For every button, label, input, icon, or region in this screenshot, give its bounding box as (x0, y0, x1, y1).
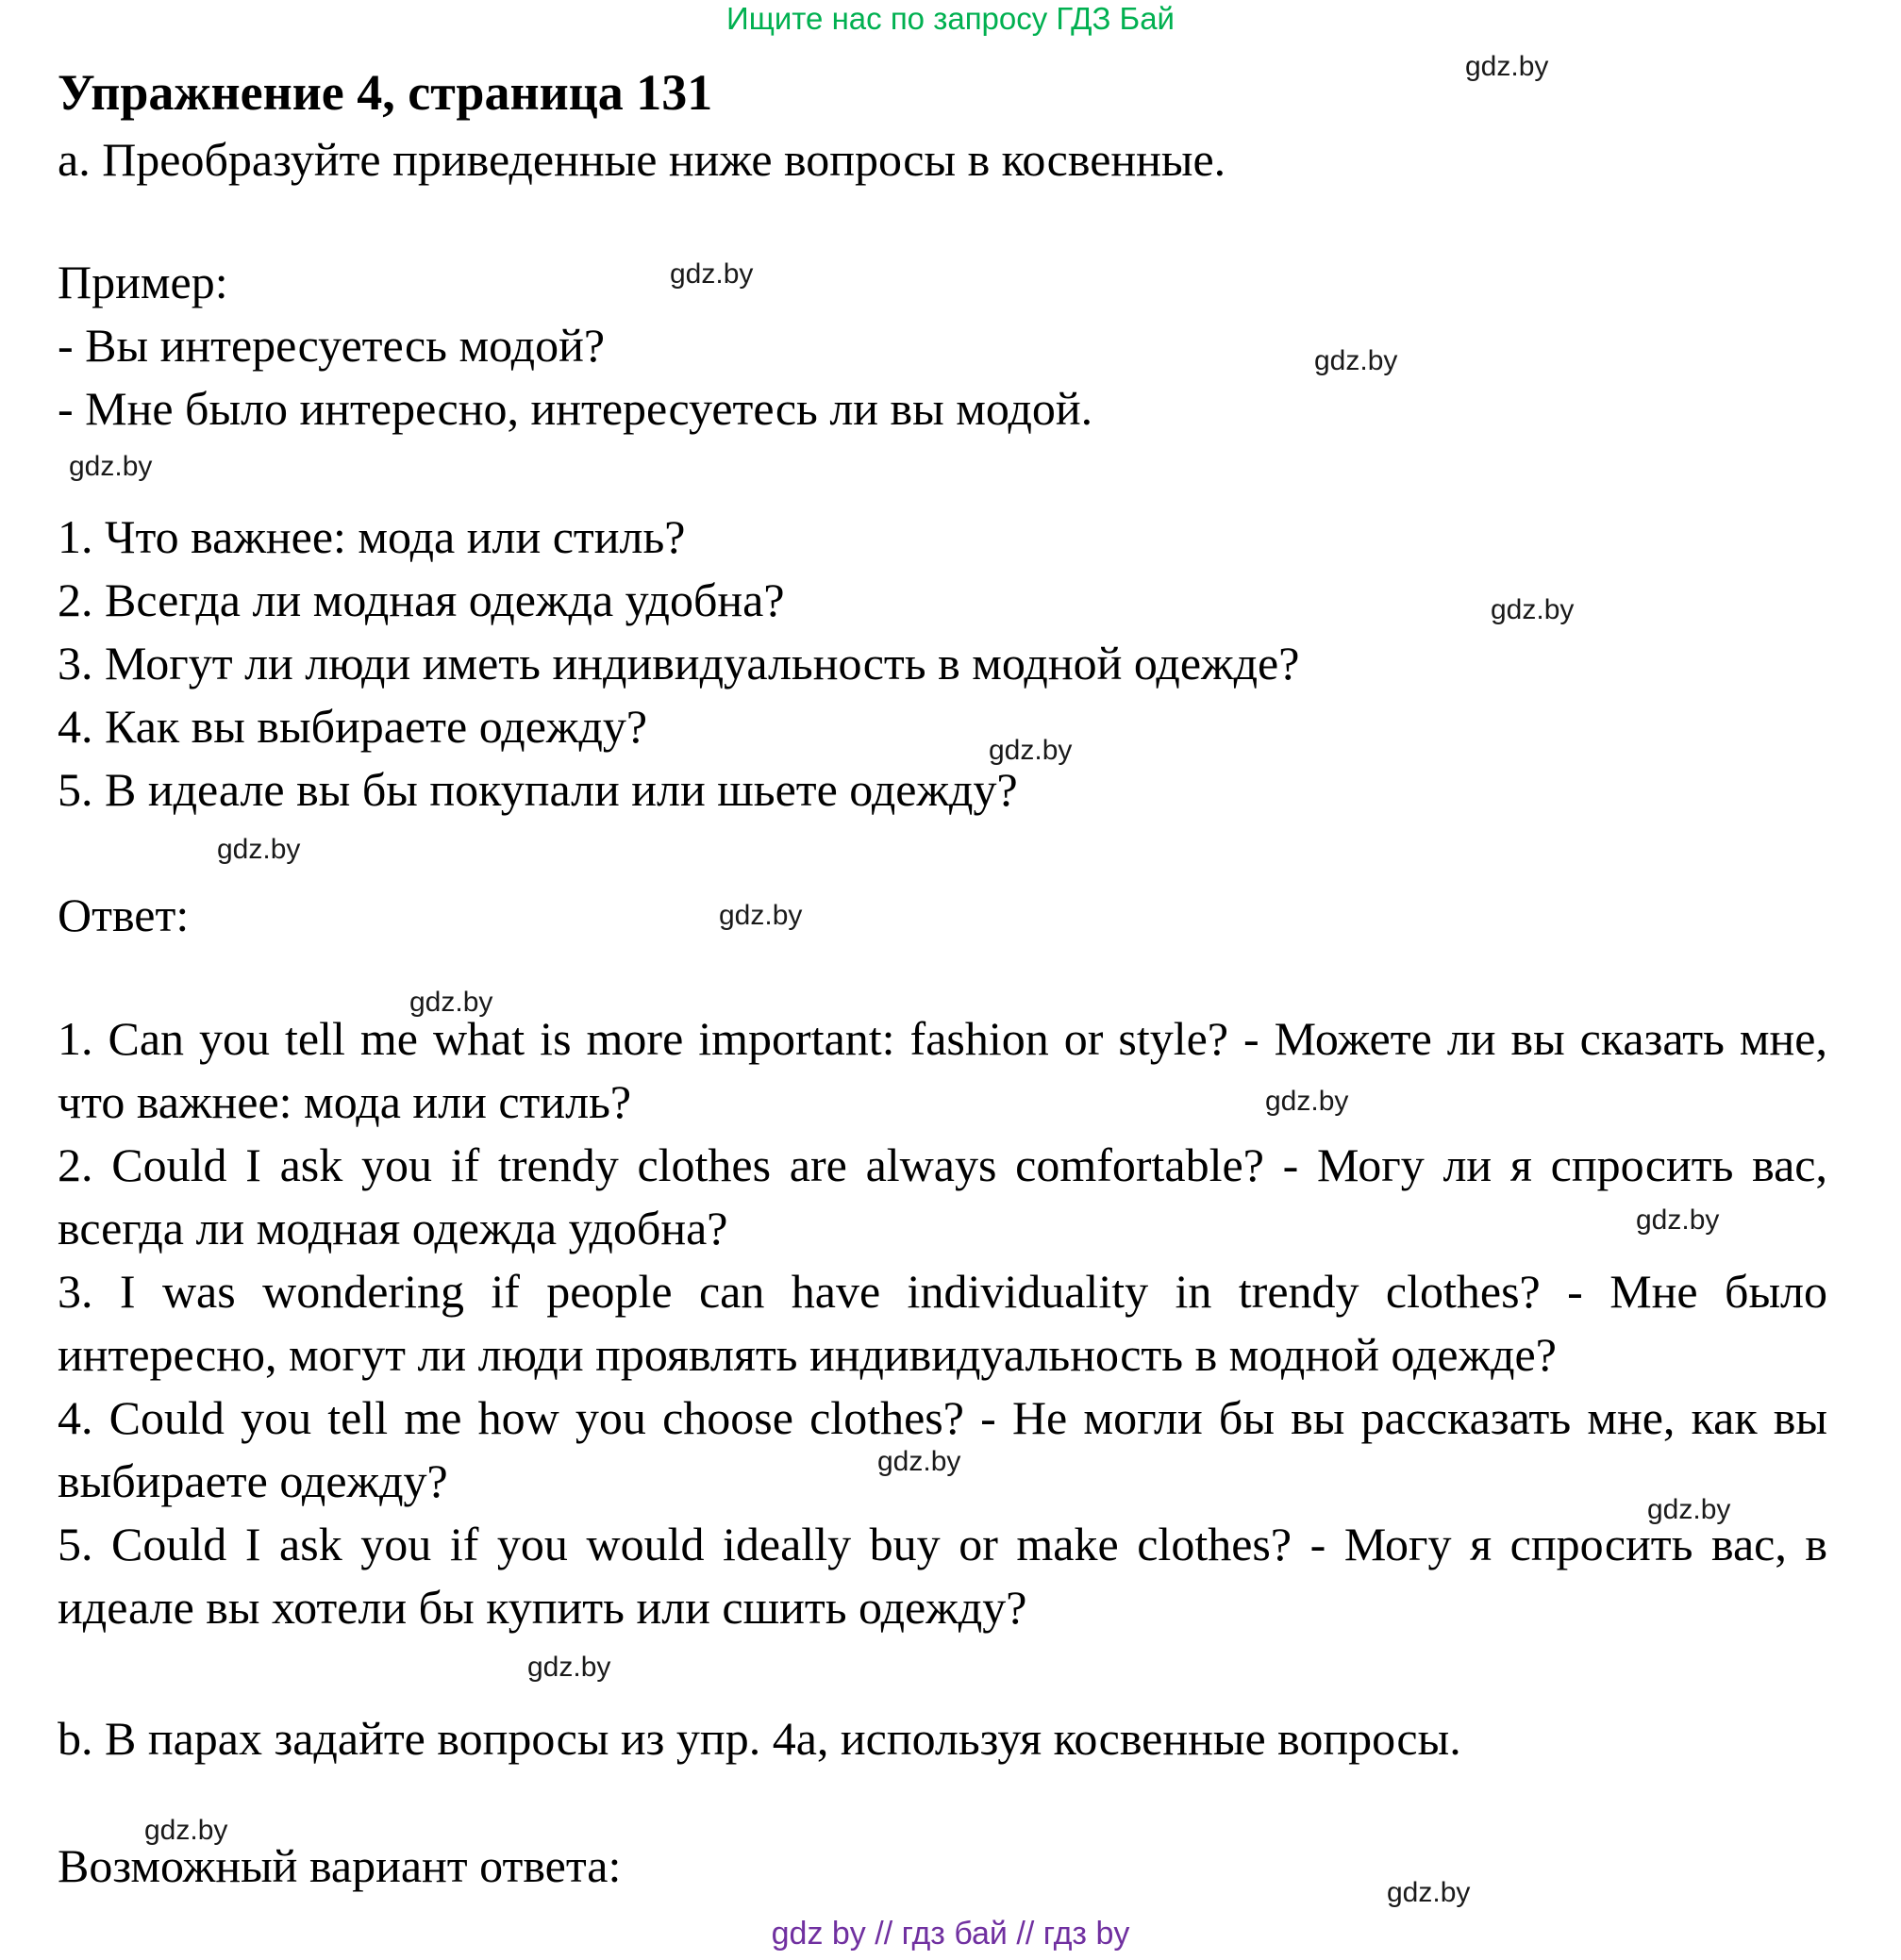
watermark: gdz.by (69, 451, 153, 482)
watermark: gdz.by (1636, 1204, 1720, 1236)
question-item: 4. Как вы выбираете одежду? (58, 700, 648, 753)
possible-answer-label: Возможный вариант ответа: (58, 1839, 622, 1892)
answer-item: 2. Could I ask you if trendy clothes are always comfortable? - Могу ли я спросить вас, всегда ли модная одежда удобна? (58, 1138, 1827, 1254)
watermark: gdz.by (1491, 594, 1575, 625)
question-item: 3. Могут ли люди иметь индивидуальность в модной одежде? (58, 637, 1300, 689)
watermark: gdz.by (1647, 1494, 1731, 1525)
answer-item: 3. I was wondering if people can have individuality in trendy clothes? - Мне было интересно, могут ли люди проявлять индивидуальность в модной одежде? (58, 1265, 1827, 1381)
watermark: gdz.by (527, 1652, 611, 1683)
question-item: 1. Что важнее: мода или стиль? (58, 510, 686, 563)
answer-label: Ответ: (58, 889, 190, 941)
answers-block (58, 1007, 1827, 1639)
watermark: gdz.by (1265, 1086, 1349, 1117)
watermark: gdz.by (1387, 1877, 1471, 1908)
watermark: gdz.by (217, 834, 301, 865)
answer-item: 1. Can you tell me what is more important: fashion or style? - Можете ли вы сказать мне, что важнее: мода или стиль? (58, 1012, 1827, 1128)
task-b-instruction: b. В парах задайте вопросы из упр. 4a, используя косвенные вопросы. (58, 1712, 1461, 1765)
question-item: 5. В идеале вы бы покупали или шьете одежду? (58, 763, 1018, 816)
watermark: gdz.by (670, 258, 754, 290)
watermark: gdz.by (989, 735, 1073, 766)
watermark: gdz.by (877, 1446, 961, 1477)
watermark: gdz.by (144, 1815, 228, 1846)
exercise-title: Упражнение 4, страница 131 (58, 64, 713, 121)
example-question: - Вы интересуетесь модой? (58, 319, 606, 372)
site-banner: Ищите нас по запросу ГДЗ Бай (726, 1, 1175, 36)
answer-item: 4. Could you tell me how you choose clothes? - Не могли бы вы рассказать мне, как вы выбираете одежду? (58, 1391, 1827, 1507)
task-a-instruction: a. Преобразуйте приведенные ниже вопросы в косвенные. (58, 133, 1226, 186)
watermark: gdz.by (719, 900, 803, 931)
watermark: gdz.by (1314, 345, 1398, 376)
watermark: gdz.by (409, 987, 493, 1018)
watermark: gdz.by (1465, 51, 1549, 82)
question-item: 2. Всегда ли модная одежда удобна? (58, 573, 785, 626)
example-answer: - Мне было интересно, интересуетесь ли вы модой. (58, 382, 1093, 435)
footer-links: gdz by // гдз бай // гдз by (771, 1916, 1130, 1952)
example-label: Пример: (58, 256, 228, 308)
answer-item: 5. Could I ask you if you would ideally buy or make clothes? - Могу я спросить вас, в идеале вы хотели бы купить или сшить одежду? (58, 1518, 1827, 1634)
